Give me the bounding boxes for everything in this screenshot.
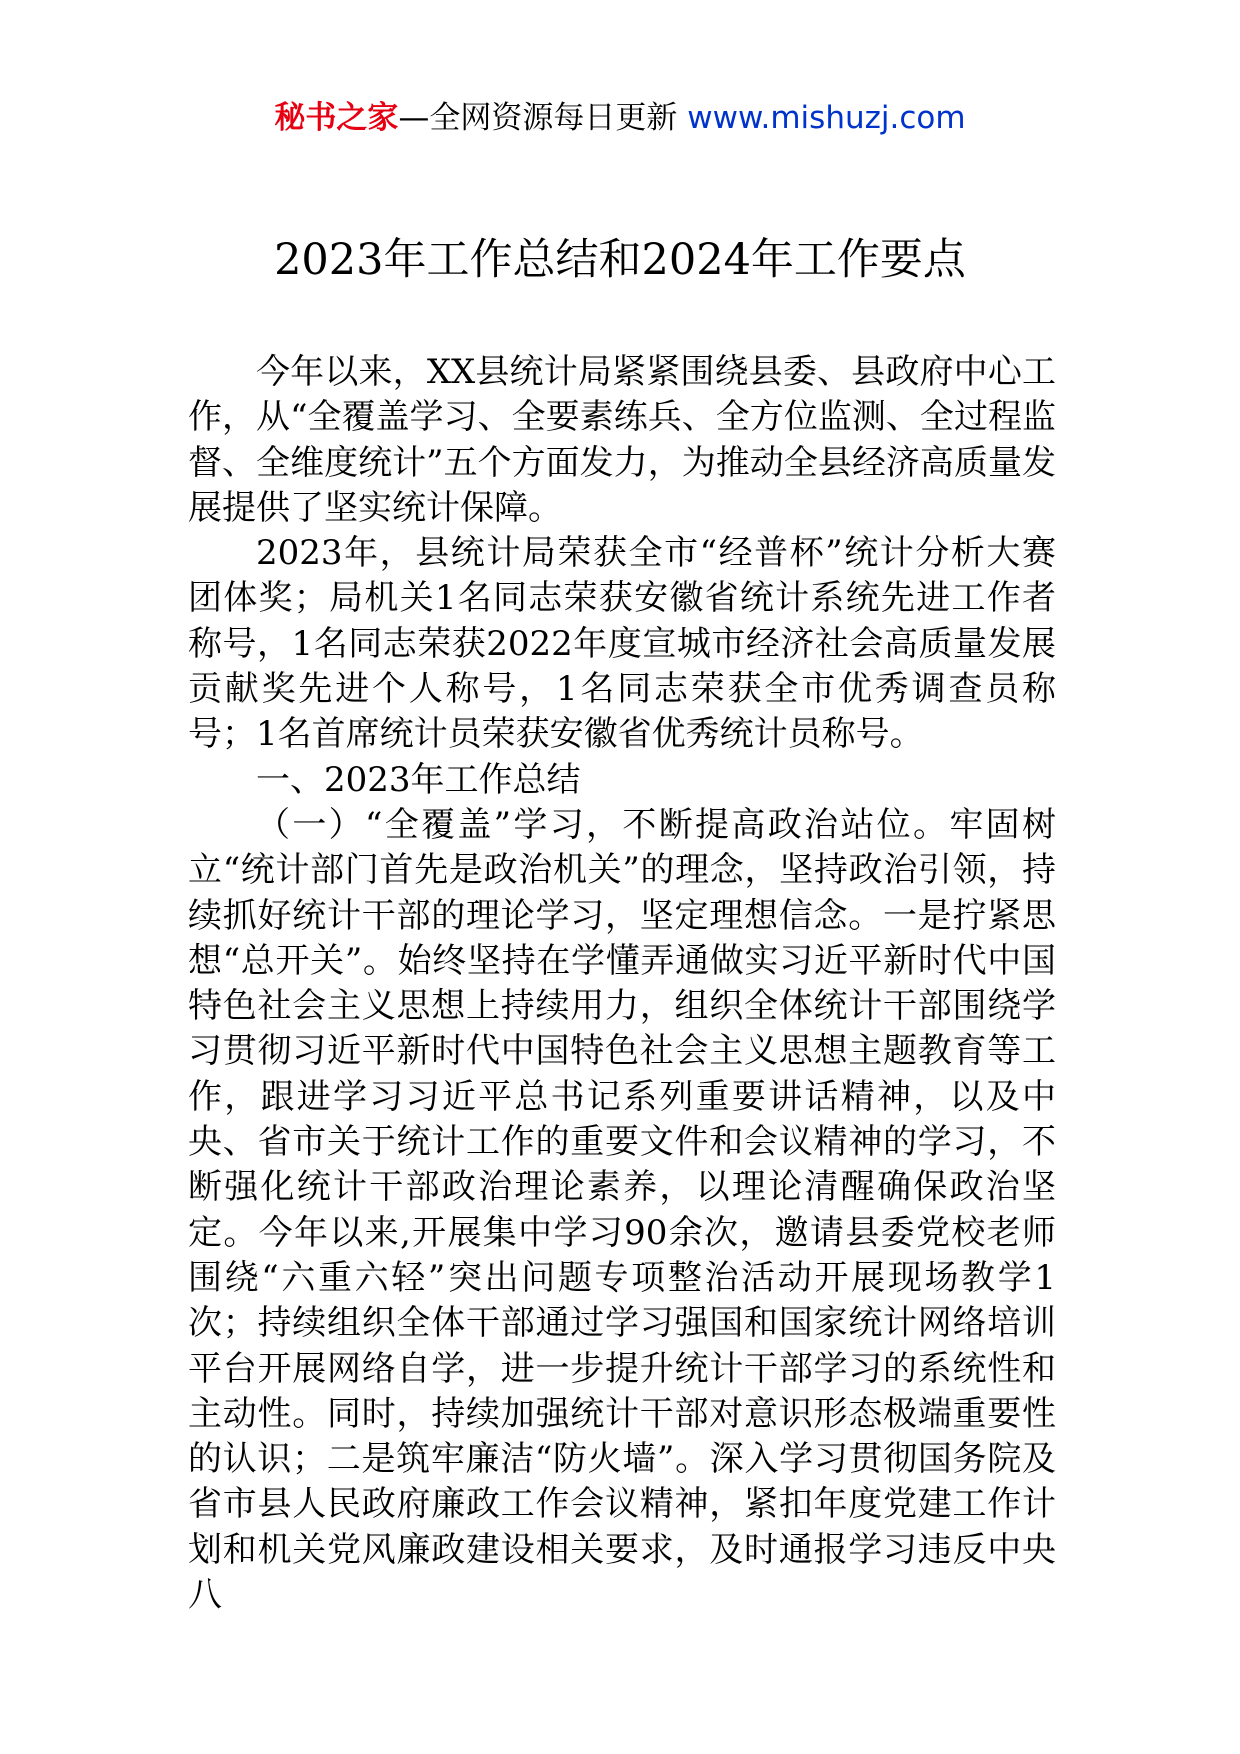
paragraph-awards: 2023年，县统计局荣获全市“经普杯”统计分析大赛团体奖；局机关1名同志荣获安徽省统计系统先进工作者称号，1名同志荣获2022年度宣城市经济社会高质量发展贡献奖先进个人称号，1名同志荣获全市优秀调查员称号；1名首席统计员荣获安徽省优秀统计员称号。 bbox=[188, 533, 1056, 755]
paragraph-study: （一）“全覆盖”学习，不断提高政治站位。牢固树立“统计部门首先是政治机关”的理念，坚持政治引领，持续抓好统计干部的理论学习，坚定理想信念。一是拧紧思想“总开关”。始终坚持在学懂弄通做实习近平新时代中国特色社会主义思想上持续用力，组织全体统计干部围绕学习贯彻习近平新时代中国特色社会主义思想主题教育等工作，跟进学习习近平总书记系列重要讲话精神，以及中央、省市关于统计工作的重要文件和会议精神的学习，不断强化统计干部政治理论素养，以理论清醒确保政治坚定。今年以来,开展集中学习90余次，邀请县委党校老师围绕“六重六轻”突出问题专项整治活动开展现场教学1次；持续组织全体干部通过学习强国和国家统计网络培训平台开展网络自学，进一步提升统计干部学习的系统性和主动性。同时，持续加强统计干部对意识形态极端重要性的认识；二是筑牢廉洁“防火墙”。深入学习贯彻国务院及省市县人民政府廉政工作会议精神，紧扣年度党建工作计划和机关党风廉政建设相关要求，及时通报学习违反中央八 bbox=[188, 804, 1056, 1616]
site-watermark-header bbox=[0, 98, 1240, 138]
document-body bbox=[188, 350, 1056, 1618]
section-heading-1: 一、2023年工作总结 bbox=[256, 759, 581, 800]
paragraph-intro: 今年以来，XX县统计局紧紧围绕县委、县政府中心工作，从“全覆盖学习、全要素练兵、全方位监测、全过程监督、全维度统计”五个方面发力，为推动全县经济高质量发展提供了坚实统计保障。 bbox=[188, 352, 1056, 528]
site-url: www.mishuzj.com bbox=[687, 100, 966, 136]
site-brand-name: 秘书之家 bbox=[274, 100, 399, 136]
site-tagline: —全网资源每日更新 bbox=[398, 100, 688, 136]
document-title: 2023年工作总结和2024年工作要点 bbox=[274, 235, 966, 285]
